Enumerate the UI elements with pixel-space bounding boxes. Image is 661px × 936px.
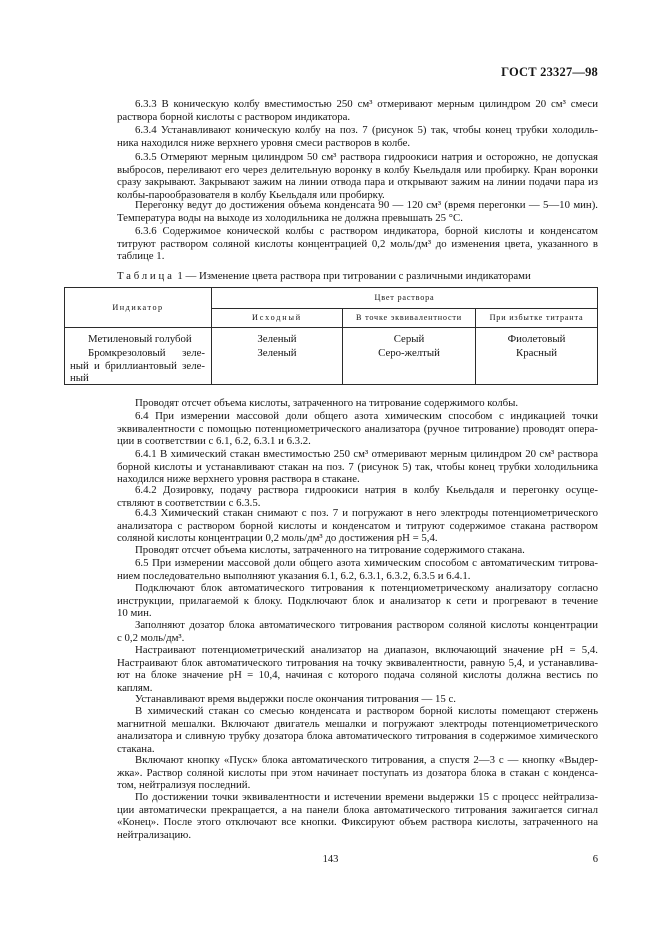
text-line: Перегонку ведут до достижения объема конденсата 90 — 120 см³ (время перегонки — 5—10 мин). [135,199,598,211]
clause-6-4 [117,410,598,448]
text-line: магнитной мешалки. Включают двигатель мешалки и погружают электроды потенциометрического [117,717,598,730]
clause-6-3-3 [117,98,598,123]
text-line: Настраивают блок автоматического титрования на точку эквивалентности, равную 5,4, и устанавлива- [117,656,598,669]
text-line: 6.3.5 Отмеряют мерным цилиндром 50 см³ раствора гидроокиси натрия и осторожно, не допуская [135,151,598,163]
text-line: титруют раствором соляной кислоты концентрацией 0,2 моль/дм³ до изменения цвета, указанного в [117,237,598,250]
text-line: анализатора с раствором борной кислоты и конденсатом и титруют содержимое стакана раствором [117,519,598,532]
text-line: раствора борной кислоты с раствором индикатора. [117,110,351,123]
text-line: 6.4.3 Химический стакан снимают с поз. 7 и погружают в него электроды потенциометрического [135,507,598,519]
text-line: 6.3.4 Устанавливают коническую колбу на поз. 7 (рисунок 5) так, чтобы конец трубки холодиль- [135,124,598,136]
text-line: ствляют в соответствии с 6.3.5. [117,496,261,509]
text-line: ции автоматически прекращается, а на панели блока автоматического титрования зажигается сигнал [117,803,598,816]
text-line: 6.5 При измерении массовой доли общего азота химическим способом с автоматическим титрова- [135,557,598,569]
text-line: том, нейтрализуя последний. [117,779,251,791]
text-line: ции в соответствии с 6.1, 6.2, 6.3.1 и 6.3.2. [117,435,311,447]
paragraph-distillation-conditions [117,199,598,224]
text-line: инструкции, прилагаемой к блоку. Подключают блок и анализатор к сети и прогревают в течение [117,594,598,607]
text-line: эквивалентности с помощью потенциометрического анализатора (ручное титрование) проводят опера- [117,422,598,435]
table-header-initial: Исходный [252,313,302,322]
table-caption-label: Таблица [117,270,175,282]
text-line: соляной кислоты концентрации 0,2 моль/дм³ до достижения рН = 5,4. [117,532,438,544]
table-row [64,347,598,385]
text-line: Метиленовый голубой [88,333,192,345]
paragraph-connect-titration-unit [117,582,598,620]
paragraph-flask-titration-reading [117,397,598,410]
text-line: каплям. [117,681,153,694]
paragraph-configure-analyzer [117,644,598,694]
text-line: Подключают блок автоматического титрования к потенциометрическому анализатору согласно [135,582,598,594]
table-cell-initial: Зеленый [257,333,297,345]
text-line: 10 мин. [117,607,152,619]
text-line: сразу закрывают. Закрывают зажим на линии отвода пара и открывают зажим на линии подачи пара из [117,176,598,188]
sheet-number: 6 [592,854,598,865]
table-cell-excess: Фиолетовый [507,333,566,345]
clause-6-3-4 [117,124,598,149]
text-line: ют на блоке значение рН = 10,4, начиная с которого подача соляной кислоты должна вестись по [117,669,598,681]
indicator-color-table [64,287,598,385]
text-line: с 0,2 моль/дм³. [117,631,185,644]
paragraph-end-of-neutralization [117,791,598,841]
paragraph-fill-dispenser [117,619,598,644]
text-line: 6.4.1 В химический стакан вместимостью 250 см³ отмеривают мерным цилиндром 20 см³ раствора [135,448,598,460]
paragraph-set-hold-time [117,693,598,706]
table-caption-title: — Изменение цвета раствора при титровании с различными индикаторами [185,270,531,282]
paragraph-magnetic-stirrer [117,705,598,755]
text-line: 6.3.3 В коническую колбу вместимостью 250 см³ отмеривают мерным цилиндром 20 см³ смеси [135,98,598,110]
table-cell-indicator [70,347,205,385]
clause-6-3-5 [117,151,598,201]
text-line: По достижении точки эквивалентности и истечении времени выдержки 15 с процесс нейтрализа- [135,791,598,803]
table-rule [64,327,598,328]
document-header-title: ГОСТ 23327—98 [501,65,598,79]
text-line: нием последовательно выполняют указания 6.1, 6.2, 6.3.1, 6.3.2, 6.3.5 и 6.4.1. [117,569,471,582]
text-line: В химический стакан со смесью конденсата и раствором борной кислоты помещают стержень [135,705,598,717]
text-line: таблице 1. [117,250,165,262]
text-line: Проводят отсчет объема кислоты, затраченного на титрование содержимого колбы. [135,397,519,409]
clause-6-4-3 [117,507,598,545]
text-line: «Конец». После этого отключают все кнопки. Фиксируют объем раствора кислоты, затраченного на [117,816,598,828]
table-cell-indicator [70,333,205,346]
page-number: 143 [322,854,339,865]
clause-6-4-1 [117,448,598,486]
text-line: стакана. [117,742,155,755]
text-line: Включают кнопку «Пуск» блока автоматического титрования, а спустя 2—3 с — кнопку «Выдер- [135,754,598,766]
text-line: Проводят отсчет объема кислоты, затраченного на титрование содержимого стакана. [135,544,525,556]
text-line: ника находился ниже верхнего уровня смеси растворов в колбе. [117,136,411,149]
text-line: выбросов, переливают его через делительную воронку в колбу Кьельдаля или пробирку. Кран воронки [117,163,598,176]
table-caption [117,270,598,283]
clause-6-5 [117,557,598,582]
text-line: Температура воды на выходе из холодильника не должна превышать 25 °С. [117,211,463,224]
table-header-solution-color: Цвет раствора [374,293,435,302]
table-cell-equivalence: Серо-желтый [378,347,440,359]
text-line: Заполняют дозатор блока автоматического титрования раствором соляной кислоты концентрации [135,619,598,631]
table-cell-initial: Зеленый [257,347,297,359]
table-cell-excess: Красный [516,347,557,359]
text-line: 6.4.2 Дозировку, подачу раствора гидроокиси натрия в колбу Кьельдаля и перегонку осуще- [135,484,598,496]
paragraph-beaker-titration-reading [117,544,598,557]
text-line: ный и бриллиантовый зеле- [70,359,205,372]
table-caption-number: 1 [177,270,183,282]
text-line: жка». Раствор соляной кислоты при этом начинает поступать из дозатора блока в стакан с конденса- [117,766,598,779]
clause-6-4-2 [117,484,598,509]
text-line: 6.3.6 Содержимое конической колбы с раствором индикатора, борной кислоты и конденсатом [135,225,598,237]
text-line: нейтрализацию. [117,828,192,841]
text-line: Настраивают потенциометрический анализатор на диапазон, включающий значение рН = 5,4. [135,644,598,656]
paragraph-start-buttons [117,754,598,792]
text-line: анализатора и сливную трубку дозатора блока автоматического титрования в содержимое химического [117,730,598,742]
text-line: находился ниже верхнего уровня раствора в стакане. [117,473,360,485]
table-cell-equivalence: Серый [393,333,425,345]
text-line: Устанавливают время выдержки после окончания титрования — 15 с. [135,693,456,705]
text-line: 6.4 При измерении массовой доли общего азота химическим способом с индикацией точки [135,410,598,422]
text-line: борной кислоты и устанавливают стакан на поз. 7 (рисунок 5) так, чтобы конец трубки холодильника [117,460,598,473]
table-header-equivalence-point: В точке эквивалентности [356,313,462,322]
table-header-indicator: Индикатор [112,302,164,312]
text-line: колбы-парообразователя в колбу Кьельдаля или пробирку. [117,188,385,201]
table-header-titrant-excess: При избытке титранта [489,313,584,322]
text-line: ный [70,372,89,384]
text-line: Бромкрезоловый зеле- [88,347,205,359]
clause-6-3-6 [117,225,598,263]
